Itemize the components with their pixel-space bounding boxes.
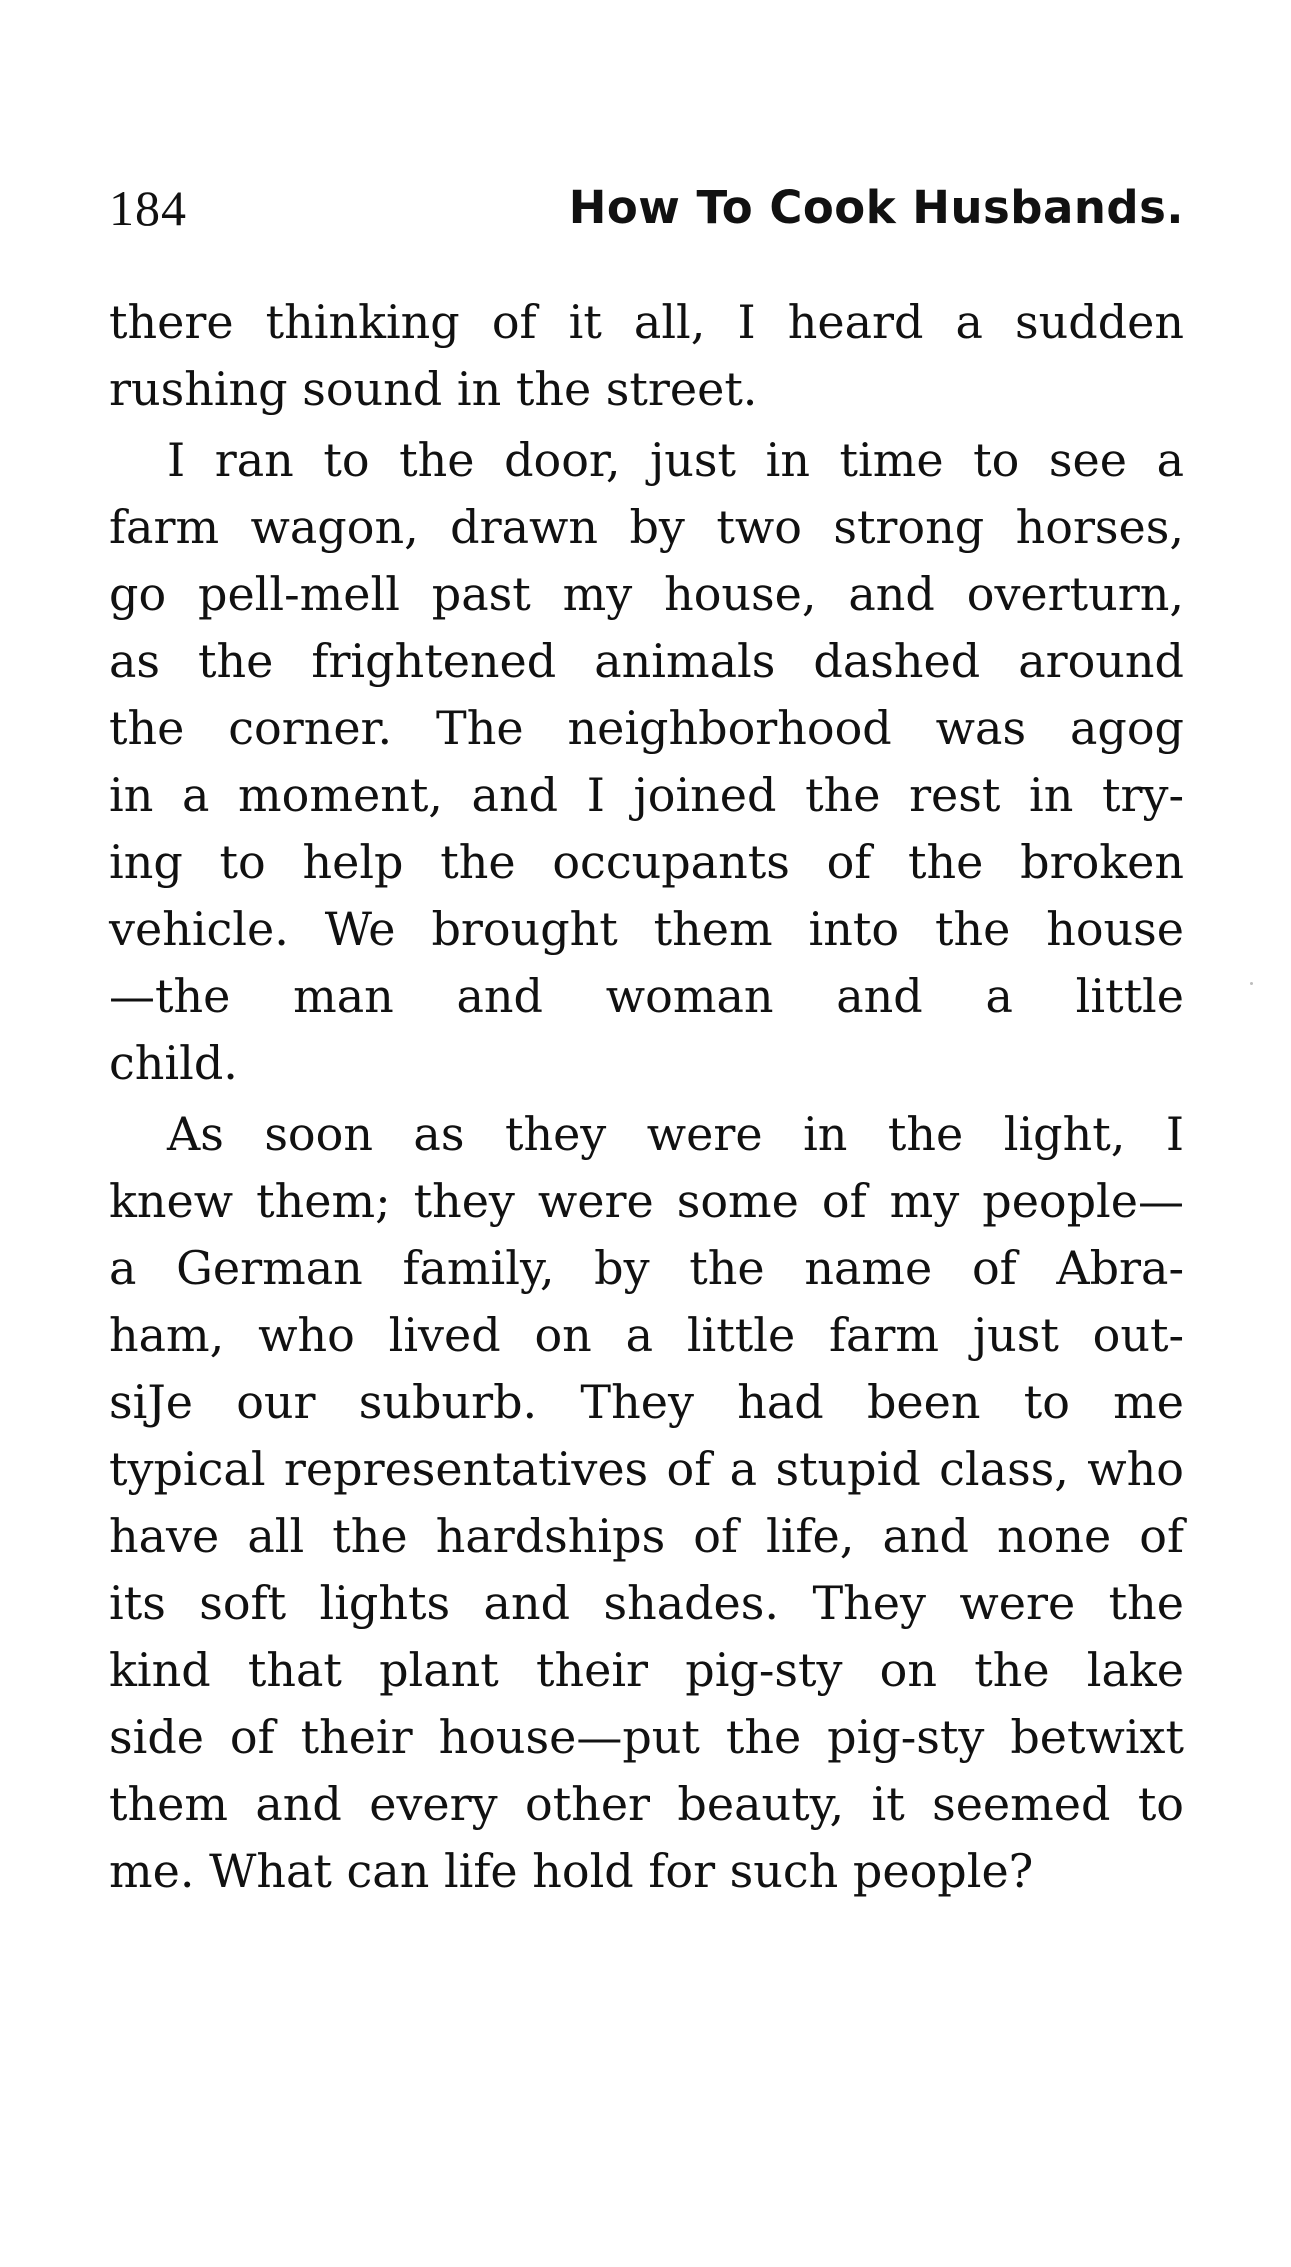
text-line: the corner. The neighborhood was agog bbox=[109, 701, 1184, 755]
text-line: rushing sound in the street. bbox=[109, 362, 758, 416]
text-line: vehicle. We brought them into the house bbox=[109, 902, 1184, 956]
text-line: knew them; they were some of my people— bbox=[109, 1174, 1184, 1228]
paragraph bbox=[109, 289, 1184, 423]
body-text bbox=[109, 289, 1184, 1905]
text-line: ing to help the occupants of the broken bbox=[109, 835, 1184, 889]
text-line: them and every other beauty, it seemed to bbox=[109, 1777, 1184, 1831]
text-line: as the frightened animals dashed around bbox=[109, 634, 1184, 688]
text-line: go pell-mell past my house, and overturn, bbox=[109, 567, 1184, 621]
text-line: its soft lights and shades. They were the bbox=[109, 1576, 1184, 1630]
text-line: have all the hardships of life, and none of bbox=[109, 1509, 1184, 1563]
text-line: there thinking of it all, I heard a sudden bbox=[109, 295, 1184, 349]
paragraph bbox=[109, 427, 1184, 1097]
page-number: 184 bbox=[109, 180, 187, 236]
margin-speck bbox=[1250, 982, 1253, 985]
text-line: side of their house—put the pig-sty betwixt bbox=[109, 1710, 1184, 1764]
text-line: kind that plant their pig-sty on the lake bbox=[109, 1643, 1184, 1697]
text-line: typical representatives of a stupid class, who bbox=[109, 1442, 1184, 1496]
text-line: ham, who lived on a little farm just out- bbox=[109, 1308, 1184, 1362]
page-header bbox=[109, 178, 1184, 244]
text-line: in a moment, and I joined the rest in try- bbox=[109, 768, 1184, 822]
paragraph bbox=[109, 1101, 1184, 1905]
text-line: child. bbox=[109, 1036, 238, 1090]
text-line: —the man and woman and a little bbox=[109, 969, 1184, 1023]
text-line: I ran to the door, just in time to see a bbox=[167, 433, 1184, 487]
running-title: How To Cook Husbands. bbox=[568, 181, 1184, 234]
text-line: As soon as they were in the light, I bbox=[167, 1107, 1184, 1161]
text-line: farm wagon, drawn by two strong horses, bbox=[109, 500, 1184, 554]
text-line: a German family, by the name of Abra- bbox=[109, 1241, 1184, 1295]
text-line: siJe our suburb. They had been to me bbox=[109, 1375, 1184, 1429]
text-line: me. What can life hold for such people? bbox=[109, 1844, 1034, 1898]
